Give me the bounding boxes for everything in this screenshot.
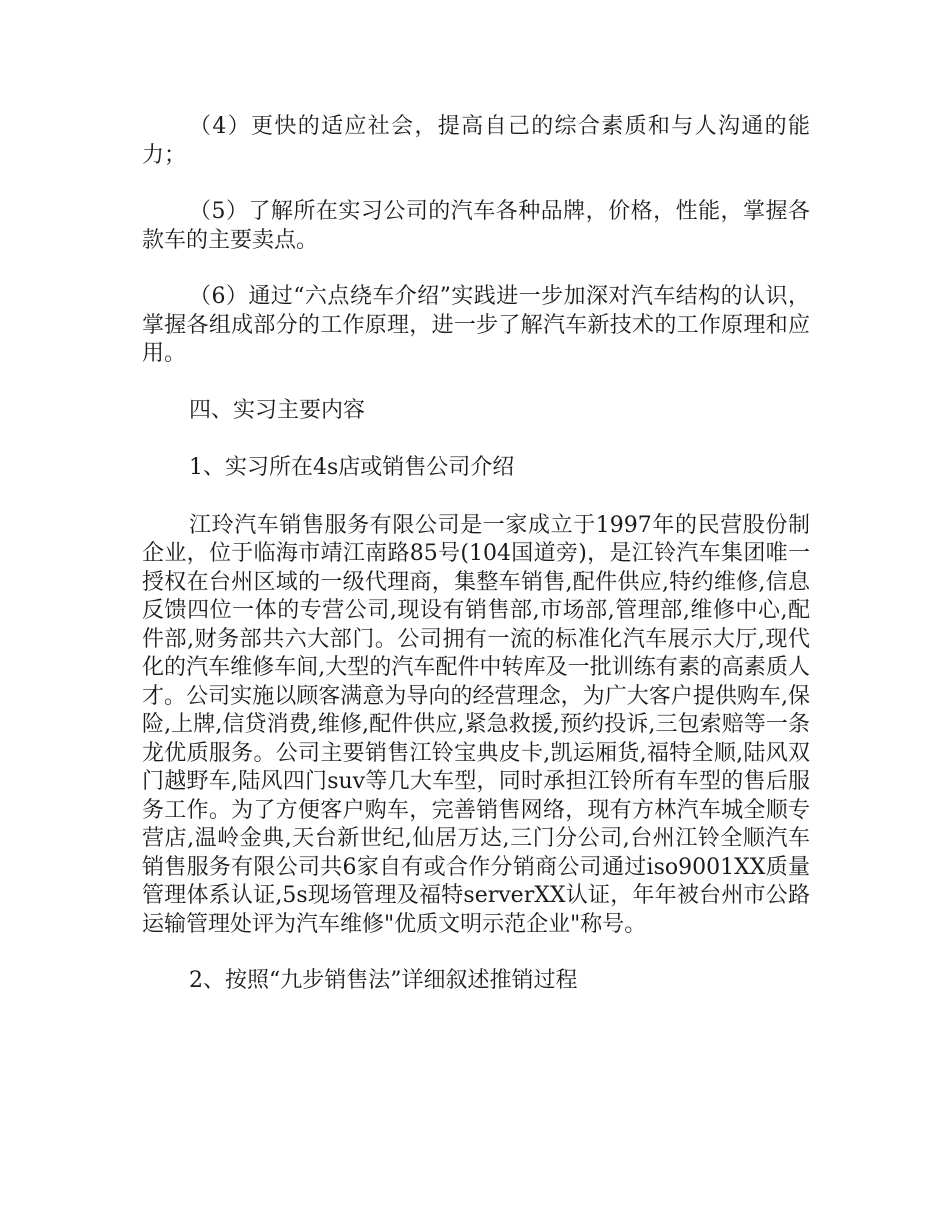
paragraph-objective-5: （5）了解所在实习公司的汽车各种品牌，价格，性能，掌握各款车的主要卖点。	[142, 199, 810, 253]
subsection-heading-sales-process: 2、按照“九步销售法”详细叙述推销过程	[189, 968, 578, 993]
paragraph-objective-4: （4）更快的适应社会，提高自己的综合素质和与人沟通的能力；	[142, 114, 810, 168]
document-body	[142, 113, 810, 1024]
section-heading-main-content: 四、实习主要内容	[189, 397, 366, 423]
paragraph-company-intro: 江玲汽车销售服务有限公司是一家成立于1997年的民营股份制企业，位于临海市靖江南路85号(104国道旁)，是江铃汽车集团唯一授权在台州区域的一级代理商，集整车销售,配件供应,特约维修,信息反馈四位一体的专营公司,现设有销售部,市场部,管理部,维修中心,配件部,财务部共六大部门。公司拥有一流的标准化汽车展示大厅,现代化的汽车维修车间,大型的汽车配件中转库及一批训练有素的高素质人才。公司实施以顾客满意为导向的经营理念，为广大客户提供购车,保险,上牌,信贷消费,维修,配件供应,紧急救援,预约投诉,三包索赔等一条龙优质服务。公司主要销售江铃宝典皮卡,凯运厢货,福特全顺,陆风双门越野车,陆风四门suv等几大车型，同时承担江铃所有车型的售后服务工作。为了方便客户购车，完善销售网络，现有方林汽车城全顺专营店,温岭金典,天台新世纪,仙居万达,三门分公司,台州江铃全顺汽车销售服务有限公司共6家自有或合作分销商公司通过iso9001XX质量管理体系认证,5s现场管理及福特serverXX认证，年年被台州市公路运输管理处评为汽车维修"优质文明示范企业"称号。	[142, 512, 810, 937]
paragraph-objective-6: （6）通过“六点绕车介绍”实践进一步加深对汽车结构的认识，掌握各组成部分的工作原理，进一步了解汽车新技术的工作原理和应用。	[142, 284, 810, 366]
subsection-heading-company-intro: 1、实习所在4s店或销售公司介绍	[189, 455, 515, 480]
